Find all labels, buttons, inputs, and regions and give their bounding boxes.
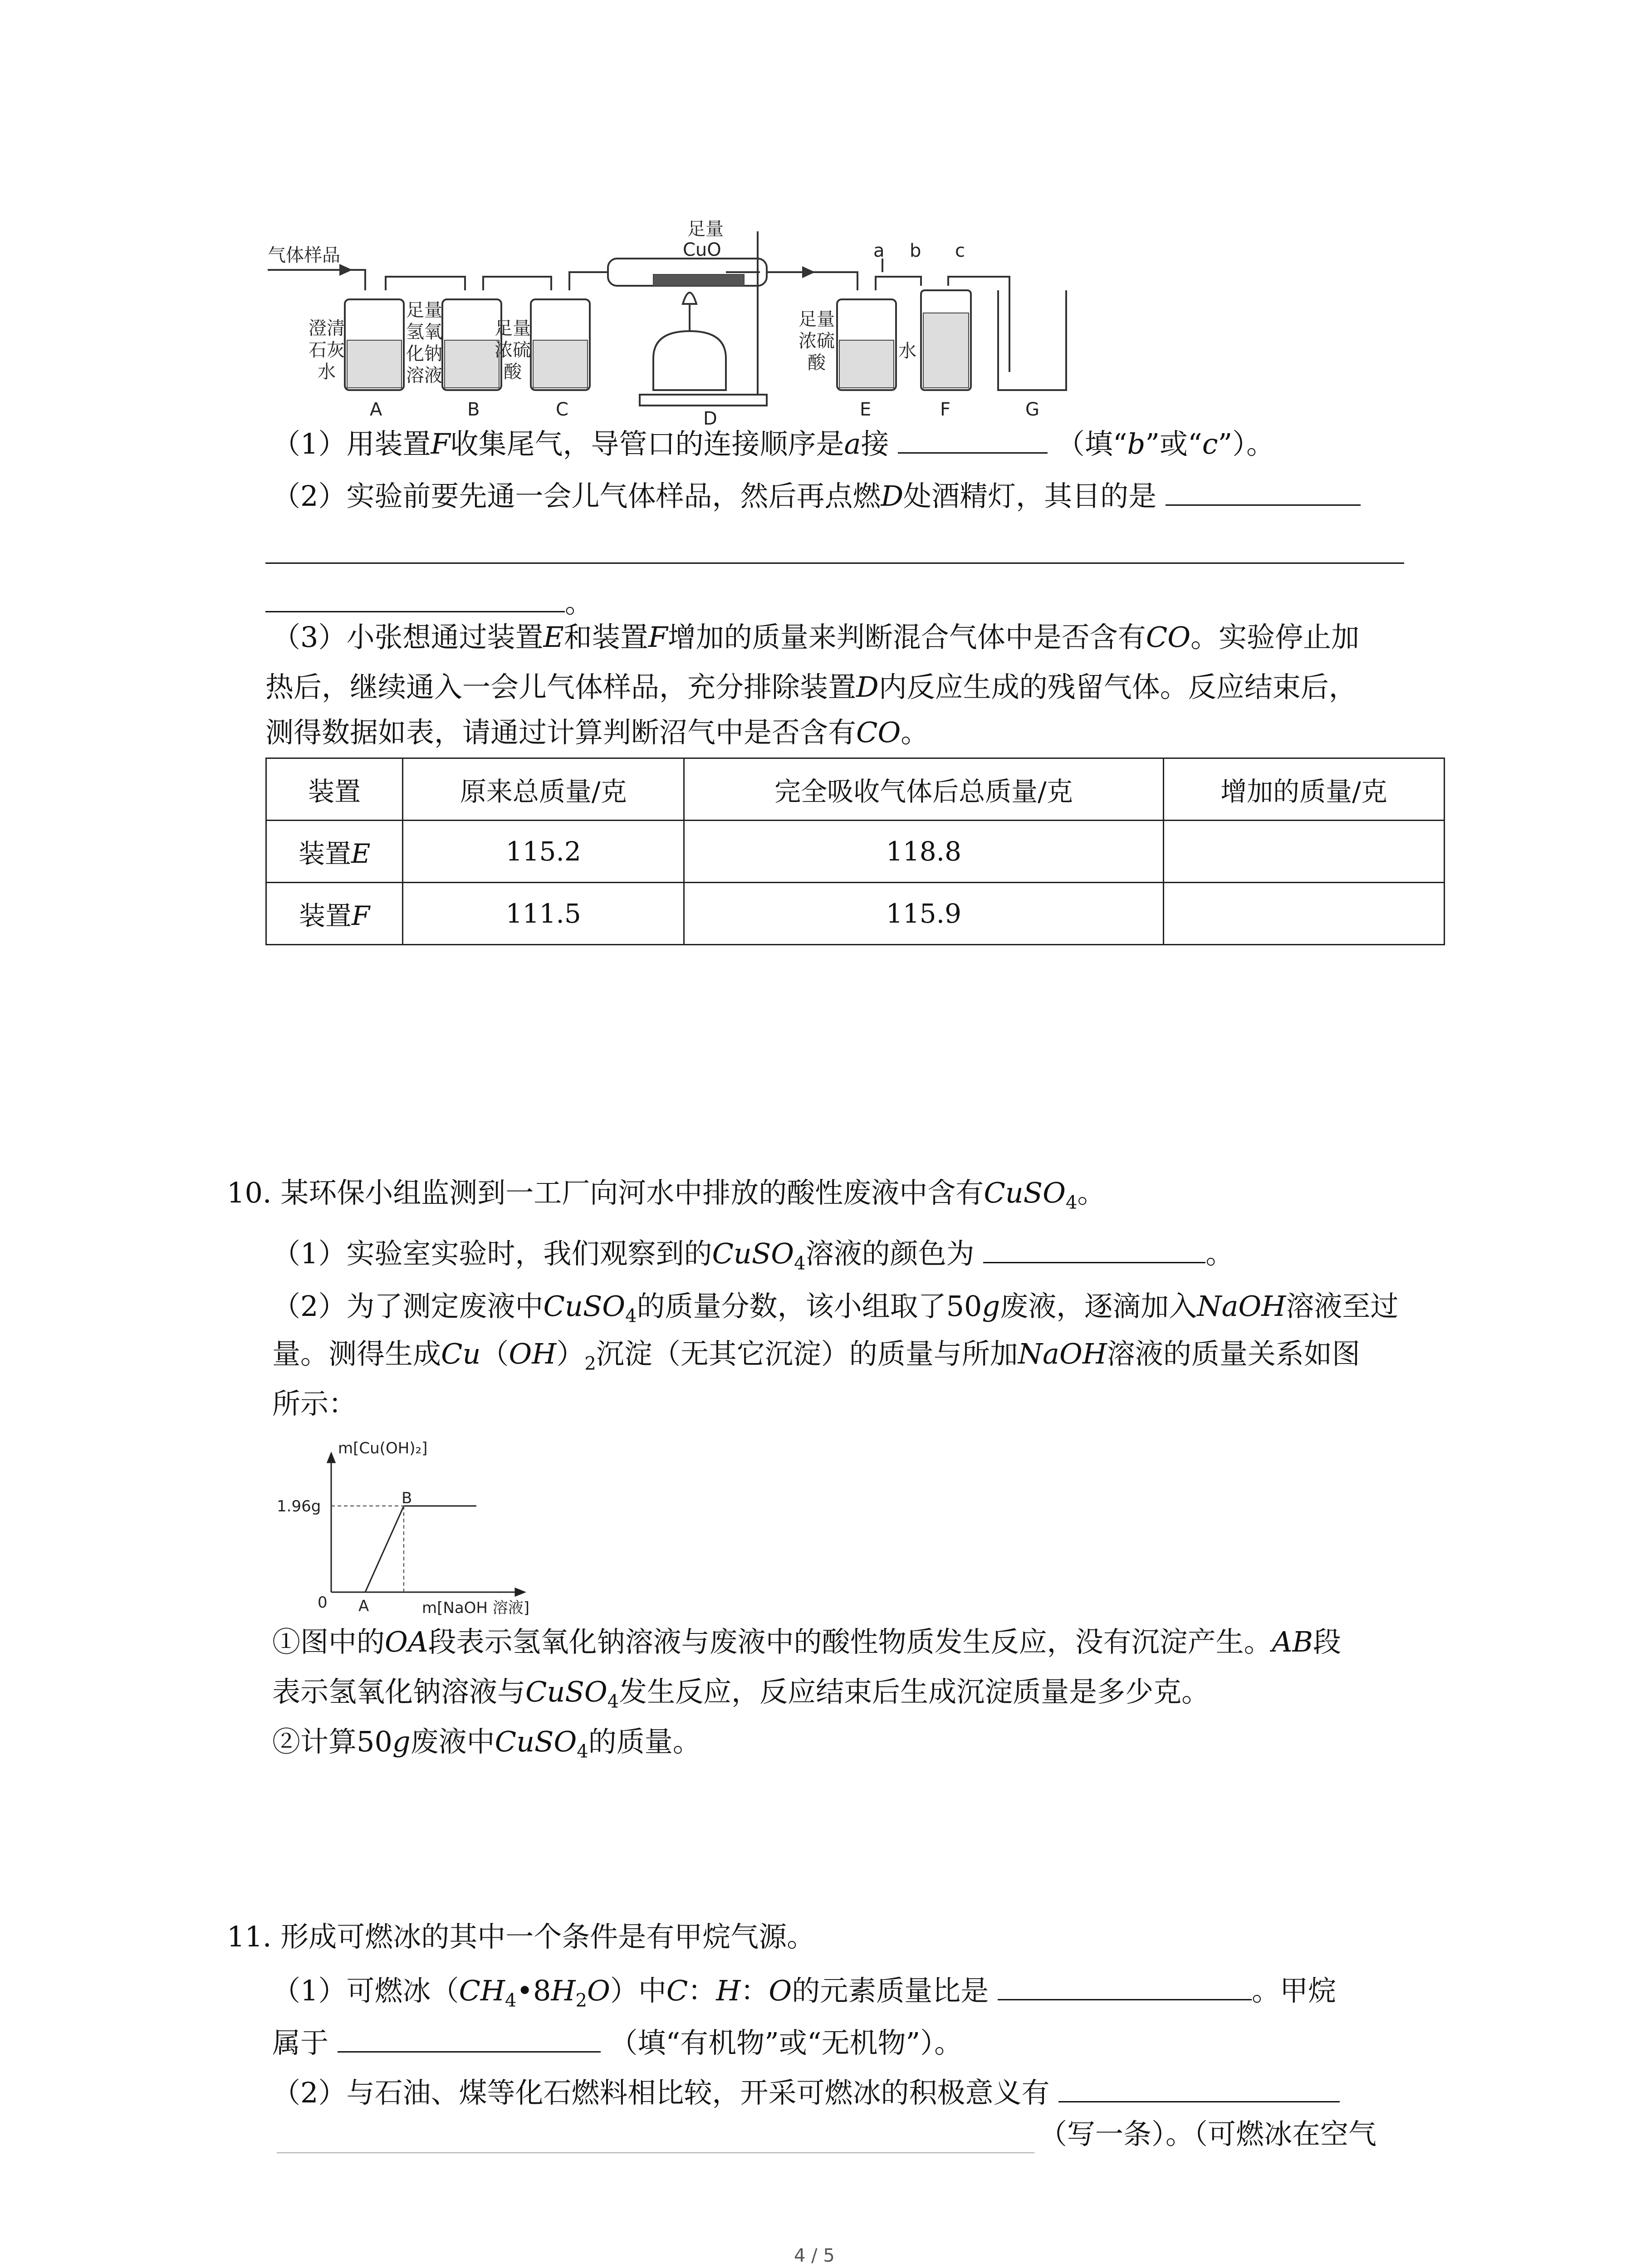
q9-part2-end: 。: [265, 583, 593, 621]
precipitate-graph: [277, 1439, 544, 1617]
letter-c: C: [556, 399, 568, 420]
q10-part2-line3: 所示：: [272, 1387, 357, 1420]
tube-label-a: a: [873, 240, 885, 261]
table-cell: 115.9: [684, 883, 1164, 945]
answer-blank[interactable]: [1166, 476, 1361, 506]
q11-part2-line1: （2）与石油、煤等化石燃料相比较，开采可燃冰的积极意义有: [272, 2073, 1340, 2111]
graph-point-b: B: [402, 1489, 412, 1507]
letter-b: B: [467, 399, 480, 420]
table-header: 原来总质量/克: [403, 758, 684, 821]
q10-part2-line2: 量。测得生成$Cu(OH)_2$沉淀（无其它沉淀）的质量与所加NaOH溶液的质量关系如图: [272, 1337, 1360, 1374]
graph-x-axis-label: m[NaOH 溶液]: [422, 1599, 530, 1617]
q9-part2: （2）实验前要先通一会儿气体样品，然后再点燃D处酒精灯，其目的是: [272, 476, 1361, 514]
table-header-row: [266, 758, 1445, 821]
table-cell: 115.2: [403, 821, 684, 883]
q10-stem: 10. 某环保小组监测到一工厂向河水中排放的酸性废液中含有CuSO$_4$。: [227, 1176, 1106, 1213]
q10-sub1-line2: 表示氢氧化钠溶液与CuSO$_4$发生反应，反应结束后生成沉淀质量是多少克。: [272, 1675, 1210, 1712]
graph-drawing: [290, 1442, 544, 1615]
table-row: [266, 883, 1445, 945]
q10-part2-line1: （2）为了测定废液中CuSO$_4$的质量分数，该小组取了50g废液，逐滴加入NaOH溶液至过: [272, 1290, 1399, 1327]
cuo-label-amount: 足量: [687, 219, 724, 240]
letter-d: D: [703, 408, 717, 429]
table-cell-answer[interactable]: [1163, 821, 1444, 883]
answer-blank[interactable]: [898, 424, 1048, 454]
apparatus-drawing: [254, 213, 1098, 431]
q10-part1: （1）实验室实验时，我们观察到的CuSO$_4$溶液的颜色为 。: [272, 1234, 1234, 1281]
answer-blank[interactable]: [338, 2023, 601, 2053]
tube-label-b: b: [910, 240, 921, 261]
q11-stem: 11. 形成可燃冰的其中一个条件是有甲烷气源。: [227, 1920, 815, 1953]
q10-sub1-line1: ①图中的OA段表示氢氧化钠溶液与废液中的酸性物质发生反应，没有沉淀产生。AB段: [272, 1625, 1341, 1658]
apparatus-figure: 气体样品 足量 CuO a b c 澄清 石灰 水 足量 氢氧 化钠 溶液 足量 浓硫 酸 足量 浓硫 酸 水 A B C D E F G: [254, 213, 1098, 431]
table-cell-answer[interactable]: [1163, 883, 1444, 945]
letter-a: A: [370, 399, 382, 420]
graph-point-a: A: [358, 1597, 369, 1615]
table-cell: 装置E: [266, 821, 403, 883]
graph-value-label: 1.96g: [277, 1497, 321, 1515]
page-number: 4 / 5: [794, 2245, 835, 2266]
letter-g: G: [1025, 399, 1039, 420]
q11-part1-line2: 属于 （填“有机物”或“无机物”）。: [272, 2023, 962, 2061]
answer-line[interactable]: [277, 2152, 1034, 2153]
graph-origin-label: 0: [318, 1593, 328, 1612]
q9-part1: （1）用装置F收集尾气，导管口的连接顺序是a接 （填“b”或“c”）。: [272, 424, 1274, 462]
q10-sub2: ②计算50g废液中CuSO$_4$的质量。: [272, 1725, 701, 1762]
answer-blank[interactable]: [1058, 2073, 1340, 2102]
table-cell: 装置F: [266, 883, 403, 945]
q11-part1-line1: （1）可燃冰$(CH_4•8H_2O)$中C：H：O的元素质量比是 。甲烷: [272, 1971, 1336, 2019]
table-cell: 118.8: [684, 821, 1164, 883]
table-row: [266, 821, 1445, 883]
answer-blank[interactable]: [265, 583, 565, 612]
answer-blank[interactable]: [983, 1234, 1205, 1263]
q9-part3-line2: 热后，继续通入一会儿气体样品，充分排除装置D内反应生成的残留气体。反应结束后，: [265, 670, 1357, 704]
q9-part3-line1: （3）小张想通过装置E和装置F增加的质量来判断混合气体中是否含有CO。实验停止加: [272, 621, 1360, 654]
letter-e: E: [860, 399, 872, 420]
mass-table: [265, 758, 1445, 945]
table-header: 装置: [266, 758, 403, 821]
bottle-f-label: 水: [898, 341, 916, 362]
answer-line[interactable]: [265, 562, 1404, 564]
table-cell: 111.5: [403, 883, 684, 945]
table-header: 增加的质量/克: [1163, 758, 1444, 821]
cuo-label-formula: CuO: [683, 240, 721, 260]
tube-label-c: c: [955, 240, 965, 261]
q11-part2-line2: （写一条）。（可燃冰在空气: [1039, 2117, 1377, 2151]
table-header: 完全吸收气体后总质量/克: [684, 758, 1164, 821]
graph-y-axis-label: m[Cu(OH)₂]: [338, 1439, 428, 1457]
q9-part3-line3: 测得数据如表，请通过计算判断沼气中是否含有CO。: [265, 716, 929, 749]
gas-sample-label: 气体样品: [268, 245, 340, 266]
letter-f: F: [940, 399, 951, 420]
answer-blank[interactable]: [998, 1971, 1252, 2000]
